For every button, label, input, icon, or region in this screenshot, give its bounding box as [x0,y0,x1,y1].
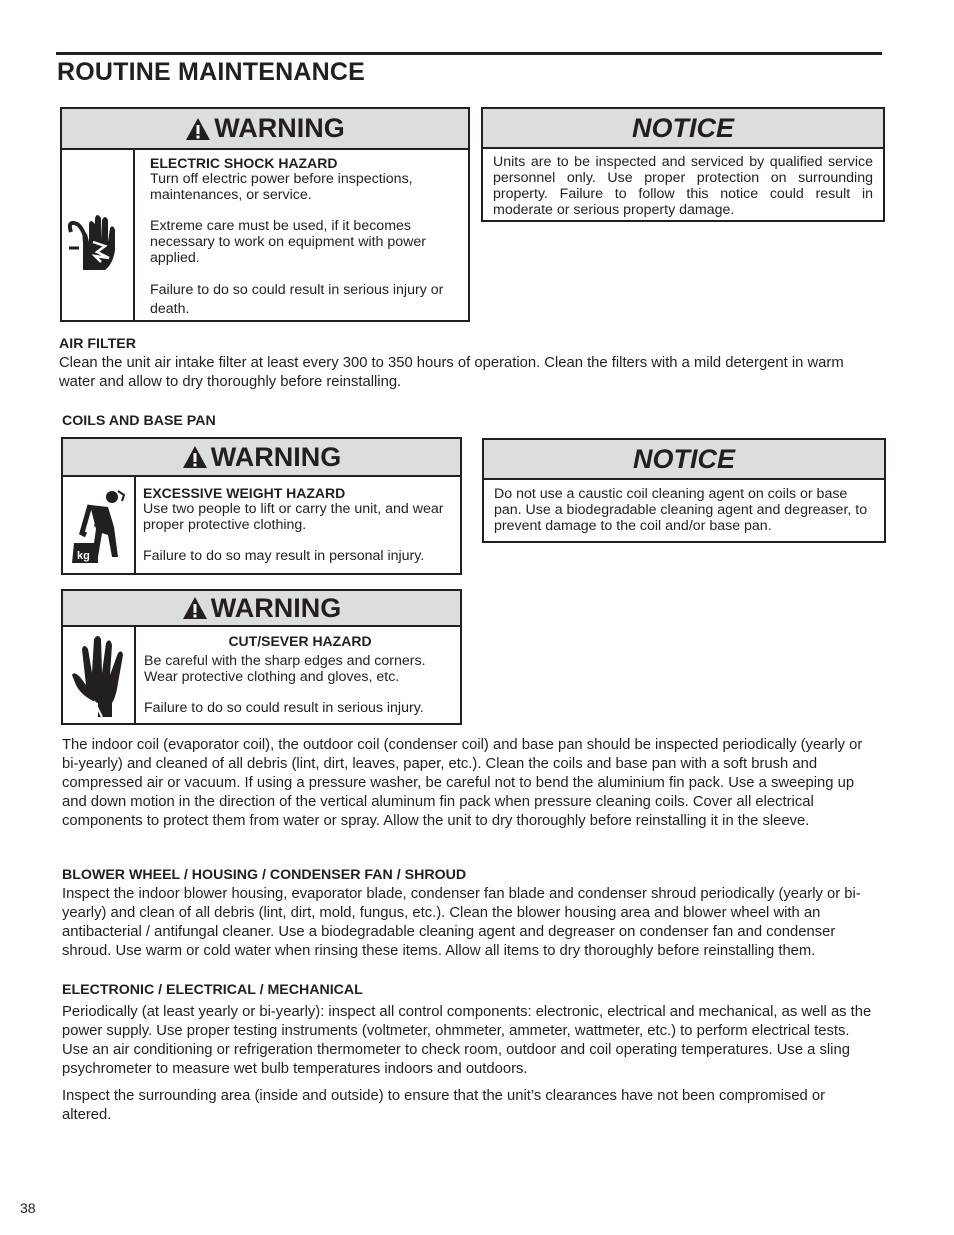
warning-triangle-icon [185,117,211,141]
warning-text: Turn off electric power before inspections, maintenances, or service. [150,171,413,203]
warning-header-label: WARNING [214,113,345,143]
hazard-title: EXCESSIVE WEIGHT HAZARD [143,485,346,501]
hazard-title: ELECTRIC SHOCK HAZARD [150,155,338,171]
electronic-text: Periodically (at least yearly or bi-yearly): inspect all control components: electronic, electrical and mechanical, as well as the power supply. Use proper testing instruments (voltmeter, ohmmeter, ammeter, wattmeter, etc.) to perform electrical tests. Use an air conditioning or refrigeration thermometer to check room, outdoor and coil operating temperatures. Use a sling psychrometer to measure wet bulb temperatures indoors and outdoors. [62,1004,872,1077]
warning-box-cut-sever [61,589,462,725]
page-number: 38 [20,1200,36,1216]
notice-box-coil-cleaning [482,438,886,543]
warning-triangle-icon [182,596,208,620]
warning-text: Be careful with the sharp edges and corners. Wear protective clothing and gloves, etc. [144,653,426,685]
warning-text: Failure to do so could result in serious injury. [144,700,424,716]
hazard-title: CUT/SEVER HAZARD [228,633,372,649]
notice-text: Do not use a caustic coil cleaning agent on coils or base pan. Use a biodegradable cleaning agent and degreaser, to prevent damage to the coil and/or base pan. [494,486,868,534]
warning-text: Failure to do so may result in personal injury. [143,548,425,564]
warning-box-electric-shock [60,107,470,322]
top-rule [56,52,882,55]
notice-text: Units are to be inspected and serviced by qualified service personnel only. Use proper protection on surrounding property. Failure to follow this notice could result in moderate or serious property damage. [493,154,873,218]
electronic-text-2: Inspect the surrounding area (inside and outside) to ensure that the unit’s clearances have not been compromised or altered. [62,1088,826,1123]
warning-box-excessive-weight [61,437,462,575]
cut-hand-icon [63,627,136,723]
warning-header [63,591,460,627]
warning-header-label: WARNING [210,441,342,472]
blower-text: Inspect the indoor blower housing, evaporator blade, condenser fan blade and condenser shroud periodically (yearly or bi-yearly) and clean of all debris (lint, dirt, mold, fungus, etc.). Clean the blower housing area and blower wheel with an antibacterial / antifungal cleaner. Use a biodegradable cleaning agent and degreaser on condenser fan and condenser shroud. Use warm or cold water when rinsing these items. Allow all items to dry thoroughly before reinstalling them. [62,886,861,959]
warning-text: Use two people to lift or carry the unit, and wear proper protective clothing. [143,501,444,533]
electric-shock-hand-icon [62,150,135,320]
kg-label: kg [76,550,90,562]
section-heading-coils: COILS AND BASE PAN [62,413,216,429]
warning-text: Failure to do so could result in serious injury or death. [150,282,444,317]
section-heading-air-filter: AIR FILTER [59,336,136,352]
section-heading-blower: BLOWER WHEEL / HOUSING / CONDENSER FAN / SHROUD [62,867,467,883]
page-title: ROUTINE MAINTENANCE [57,58,365,86]
section-heading-electronic: ELECTRONIC / ELECTRICAL / MECHANICAL [62,982,363,998]
warning-header [63,439,460,477]
notice-header: NOTICE [484,440,884,480]
heavy-lifting-icon [63,477,136,573]
air-filter-text: Clean the unit air intake filter at least every 300 to 350 hours of operation. Clean the filters with a mild detergent in warm water and allow to dry thoroughly before reinstalling. [59,355,844,390]
notice-header: NOTICE [483,109,883,149]
warning-text: Extreme care must be used, if it becomes necessary to work on equipment with power applied. [150,218,427,266]
notice-box-qualified-service [481,107,885,222]
coils-text: The indoor coil (evaporator coil), the outdoor coil (condenser coil) and base pan should be inspected periodically (yearly or bi-yearly) and cleaned of all debris (lint, dirt, leaves, paper, etc.). Clean the coils and base pan with a soft brush and compressed air or vacuum. If using a pressure washer, be careful not to bend the aluminium fin pack. Use a sweeping up and down motion in the direction of the vertical aluminum fin pack when pressure cleaning coils. Cover all electrical components to protect them from water or spray. Allow the unit to dry thoroughly before reinstalling it in the sleeve. [62,737,863,829]
warning-header-label: WARNING [210,592,342,623]
warning-triangle-icon [182,445,208,469]
warning-header [62,109,468,150]
